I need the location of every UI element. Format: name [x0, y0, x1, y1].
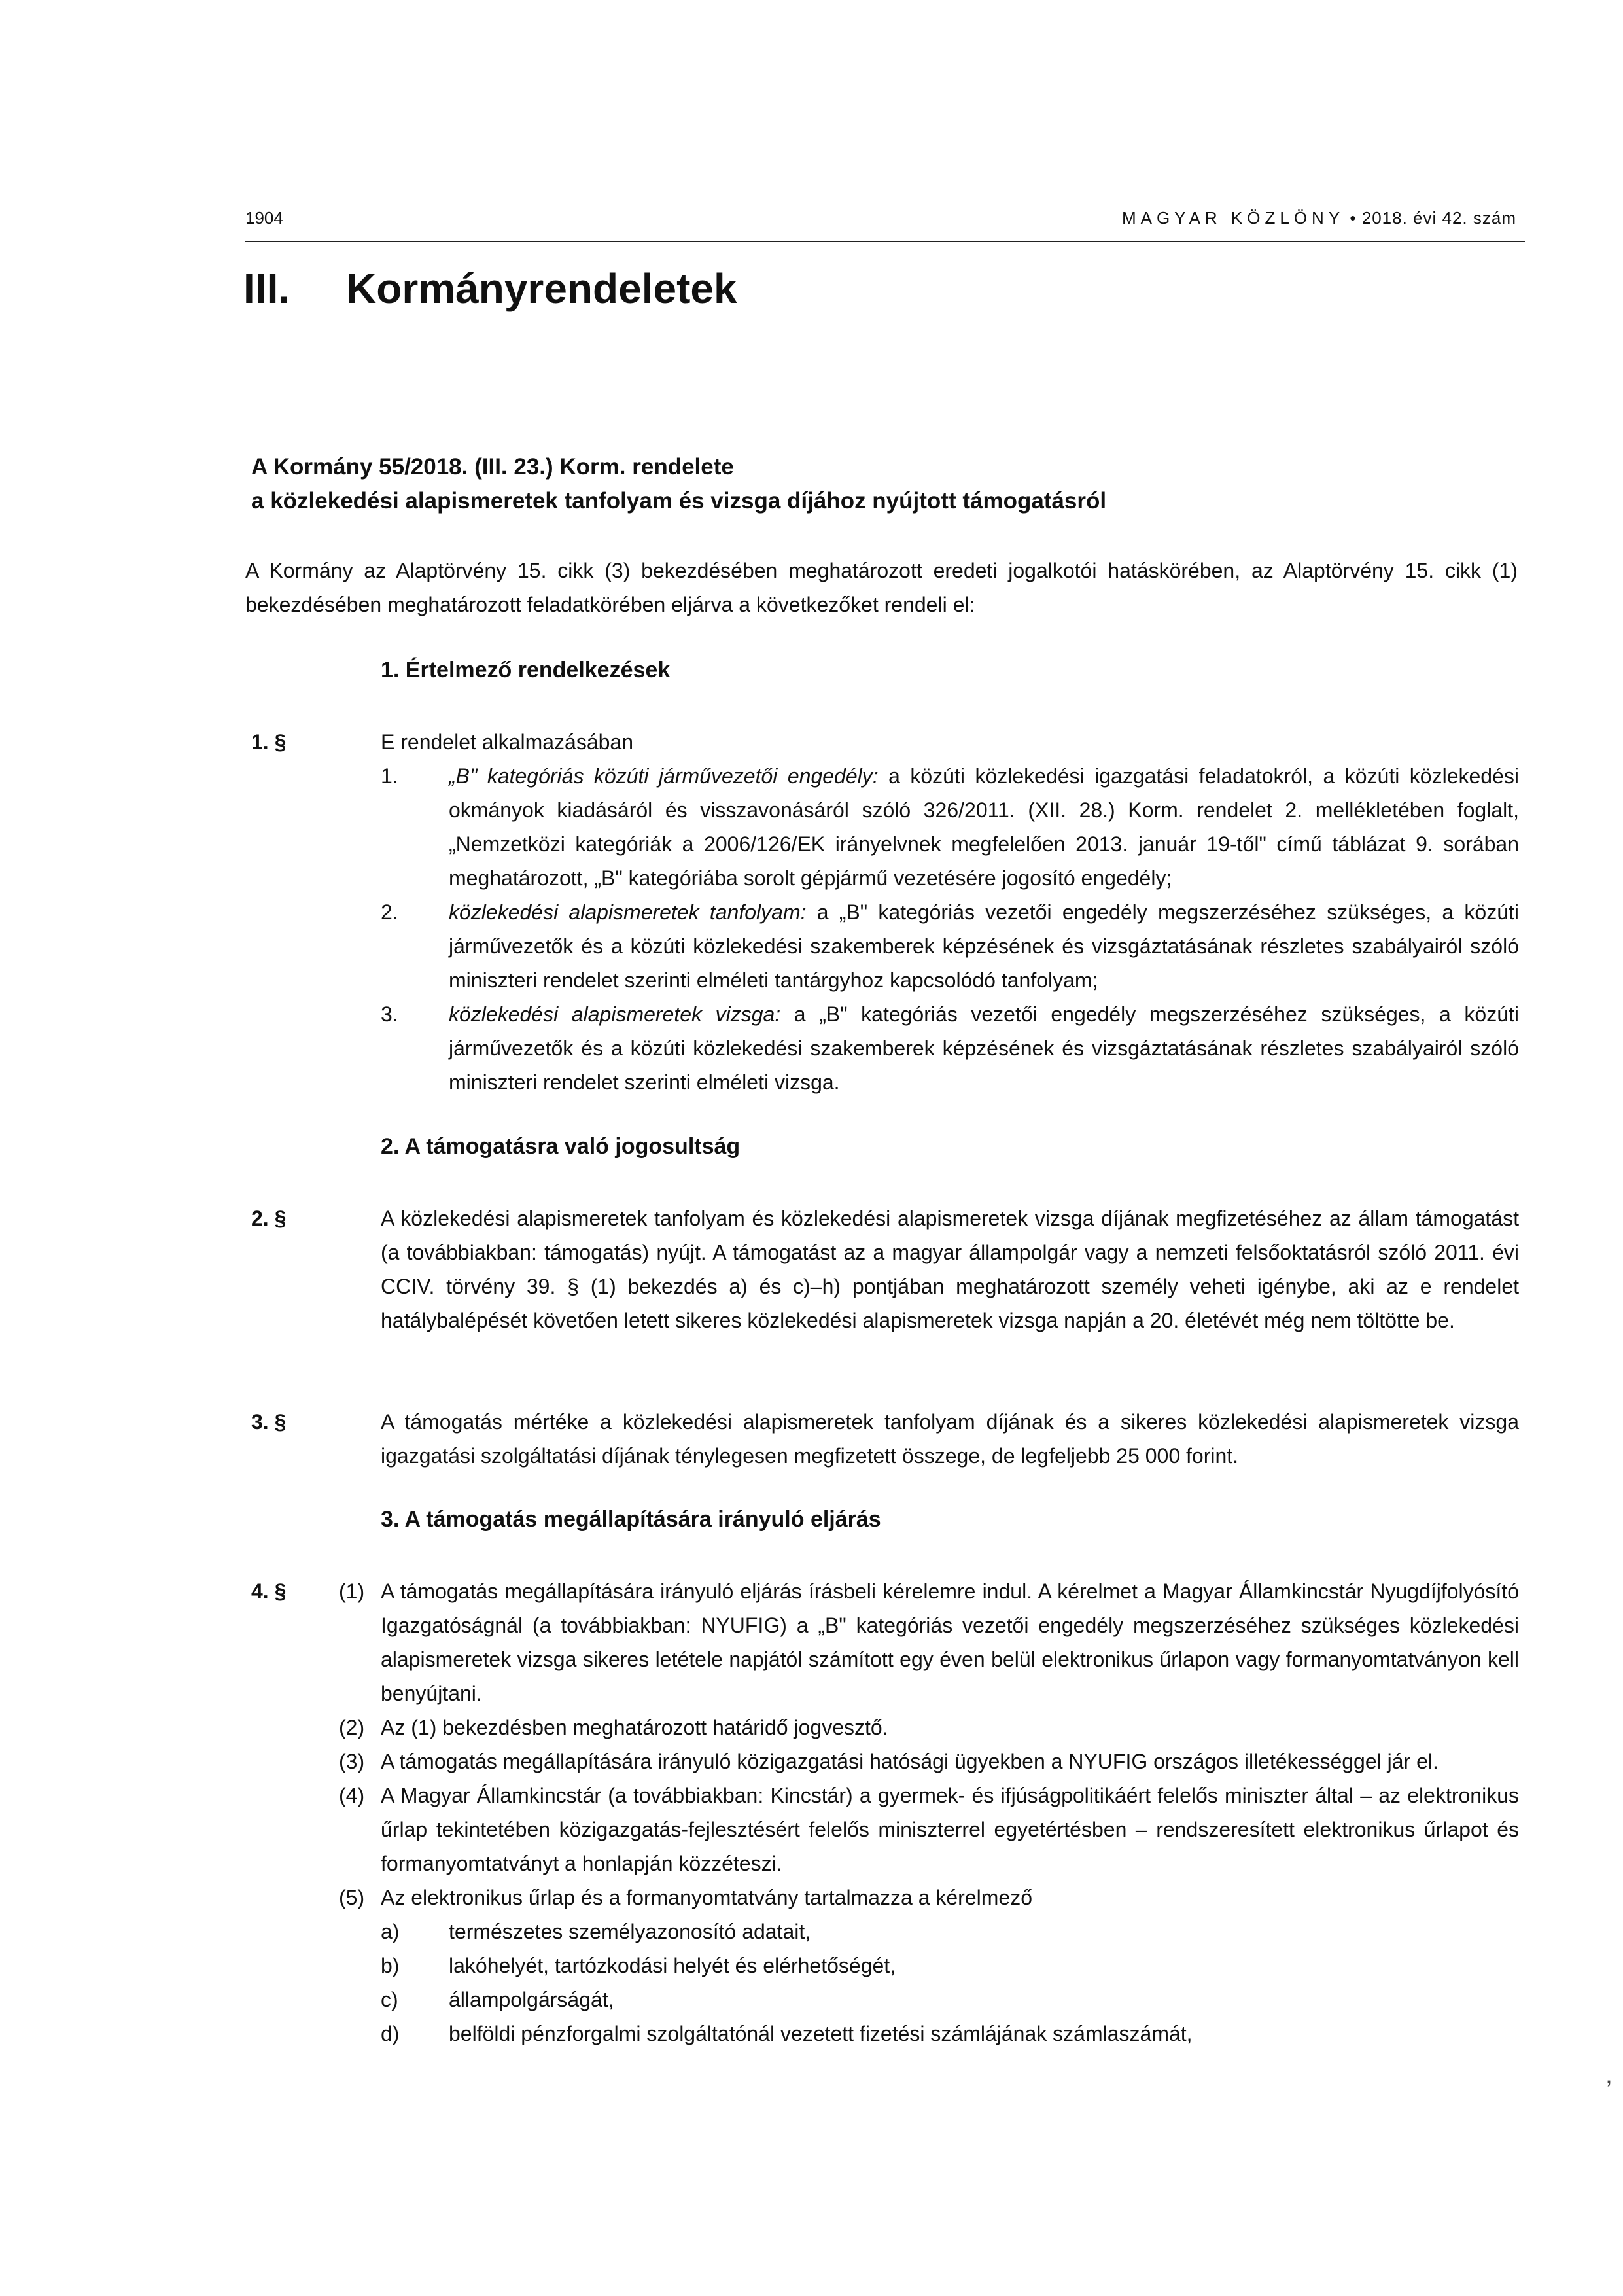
subsection-number-1: (1)	[339, 1580, 365, 1603]
definition-number-1: 1.	[381, 764, 398, 788]
point-letter-c: c)	[381, 1988, 398, 2011]
section-heading-2: 2. A támogatásra való jogosultság	[381, 1134, 741, 1159]
subsection-number-5: (5)	[339, 1886, 365, 1909]
definition-term: közlekedési alapismeretek vizsga:	[449, 1002, 781, 1026]
page-edge-mark: ’	[1606, 2075, 1612, 2104]
publication-name: MAGYAR KÖZLÖNY	[1121, 208, 1345, 228]
point-letter-b: b)	[381, 1954, 400, 1977]
preamble: A Kormány az Alaptörvény 15. cikk (3) bekezdésében meghatározott eredeti jogalkotói hatáskörében, az Alaptörvény 15. cikk (1) bekezdésében meghatározott feladatkörében eljárva a következőket rendeli el:	[245, 559, 1518, 616]
paragraph-3-text: A támogatás mértéke a közlekedési alapismeretek tanfolyam díjának és a sikeres közlekedési alapismeretek vizsga igazgatási szolgáltatási díjának ténylegesen megfizetett összege, de legfeljebb 25 000 forint.	[381, 1410, 1519, 1468]
subsection-5: Az elektronikus űrlap és a formanyomtatvány tartalmazza a kérelmező	[381, 1886, 1032, 1909]
definition-term: közlekedési alapismeretek tanfolyam:	[449, 900, 807, 924]
point-letter-a: a)	[381, 1920, 400, 1943]
subsection-number-3: (3)	[339, 1750, 365, 1773]
decree-title-line2: a közlekedési alapismeretek tanfolyam és vizsga díjához nyújtott támogatásról	[251, 488, 1107, 514]
definition-number-2: 2.	[381, 900, 398, 924]
paragraph-number-4: 4. §	[251, 1580, 287, 1603]
subsection-3: A támogatás megállapítására irányuló közigazgatási hatósági ügyekben a NYUFIG országos illetékességgel jár el.	[381, 1750, 1439, 1773]
point-a: természetes személyazonosító adatait,	[449, 1920, 811, 1943]
point-letter-d: d)	[381, 2022, 400, 2045]
paragraph-number-1: 1. §	[251, 730, 287, 754]
header-rule	[245, 241, 1525, 242]
point-b: lakóhelyét, tartózkodási helyét és elérhetőségét,	[449, 1954, 896, 1977]
definition-number-3: 3.	[381, 1002, 398, 1026]
definition-2	[449, 895, 1519, 997]
subsection-1: A támogatás megállapítására irányuló eljárás írásbeli kérelemre indul. A kérelmet a Magyar Államkincstár Nyugdíjfolyósító Igazgatóságnál (a továbbiakban: NYUFIG) a „B" kategóriás vezetői engedély megszerzéséhez szükséges közlekedési alapismeretek vizsga sikeres letétele napjától számított egy éven belül elektronikus űrlapon vagy formanyomtatványon kell benyújtani.	[381, 1580, 1519, 1705]
definition-1	[449, 759, 1519, 895]
definition-3	[449, 997, 1519, 1099]
chapter-title	[243, 264, 737, 313]
paragraph-number-2: 2. §	[251, 1207, 287, 1230]
section-heading-1: 1. Értelmező rendelkezések	[381, 658, 671, 682]
point-c: állampolgárságát,	[449, 1988, 614, 2011]
running-header	[1122, 208, 1516, 228]
section-heading-3: 3. A támogatás megállapítására irányuló eljárás	[381, 1507, 881, 1532]
definition-term: „B" kategóriás közúti járművezetői engedély:	[449, 764, 879, 788]
definition-text: a közúti közlekedési igazgatási feladatokról, a közúti közlekedési okmányok kiadásáról és visszavonásáról szóló 326/2011. (XII. 28.) Korm. rendelet 2. mellékletében foglalt, „Nemzetközi kategóriák a 2006/126/EK irányelvnek megfelelően 2013. január 19-től" című táblázat 9. sorában meghatározott, „B" kategóriába sorolt gépjármű vezetésére jogosító engedély;	[449, 764, 1520, 890]
header-bullet: •	[1350, 208, 1357, 228]
definition-text: a „B" kategóriás vezetői engedély megszerzéséhez szükséges, a közúti járművezetők és a közúti közlekedési szakemberek képzésének és vizsgáztatásának részletes szabályairól szóló miniszteri rendelet szerinti elméleti vizsga.	[449, 1002, 1520, 1094]
subsection-2: Az (1) bekezdésben meghatározott határidő jogvesztő.	[381, 1716, 888, 1739]
decree-title-line1: A Kormány 55/2018. (III. 23.) Korm. rendelete	[251, 454, 734, 480]
chapter-number: III.	[243, 265, 290, 312]
page-number: 1904	[245, 208, 283, 228]
issue-number: 2018. évi 42. szám	[1361, 208, 1516, 228]
paragraph-1-lead: E rendelet alkalmazásában	[381, 730, 634, 754]
point-d: belföldi pénzforgalmi szolgáltatónál vezetett fizetési számlájának számlaszámát,	[449, 2022, 1193, 2045]
decree-title	[251, 450, 1106, 518]
definition-text: a „B" kategóriás vezetői engedély megszerzéséhez szükséges, a közúti járművezetők és a közúti közlekedési szakemberek képzésének és vizsgáztatásának részletes szabályairól szóló miniszteri rendelet szerinti elméleti tantárgyhoz kapcsolódó tanfolyam;	[449, 900, 1520, 992]
paragraph-2-text: A közlekedési alapismeretek tanfolyam és közlekedési alapismeretek vizsga díjának megfizetéséhez az állam támogatást (a továbbiakban: támogatás) nyújt. A támogatást az a magyar állampolgár vagy a nemzeti felsőoktatásról szóló 2011. évi CCIV. törvény 39. § (1) bekezdés a) és c)–h) pontjában meghatározott személy veheti igénybe, aki az e rendelet hatálybalépését követően letett sikeres közlekedési alapismeretek vizsga napján a 20. életévét még nem töltötte be.	[381, 1207, 1519, 1332]
paragraph-number-3: 3. §	[251, 1410, 287, 1434]
chapter-name: Kormányrendeletek	[346, 265, 737, 312]
subsection-4: A Magyar Államkincstár (a továbbiakban: Kincstár) a gyermek- és ifjúságpolitikáért felelős miniszter által – az elektronikus űrlap tekintetében közigazgatás-fejlesztésért felelős miniszterrel egyetértésben – rendszeresített elektronikus űrlapot és formanyomtatványt a honlapján közzéteszi.	[381, 1784, 1519, 1875]
subsection-number-2: (2)	[339, 1716, 365, 1739]
subsection-number-4: (4)	[339, 1784, 365, 1807]
